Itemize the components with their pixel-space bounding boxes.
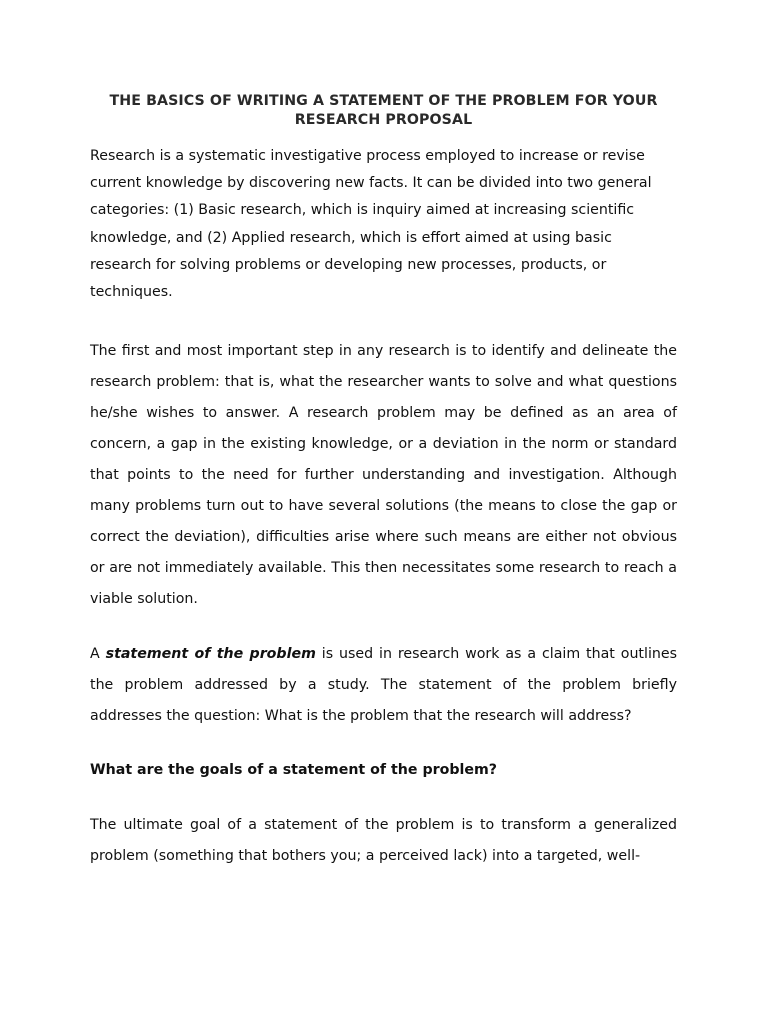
document-title: THE BASICS OF WRITING A STATEMENT OF THE PROBLEM FOR YOUR RESEARCH PROPOSAL — [109, 93, 658, 128]
paragraph-statement-of-problem — [90, 639, 677, 732]
paragraph-research-definition: Research is a systematic investigative process employed to increase or revise current knowledge by discovering new facts. It can be divided into two general categories: (1) Basic research, which is inquiry aimed at increasing scientific knowledge, and (2) Applied research, which is effort aimed at using basic research for solving problems or developing new processes, products, or techniques. — [90, 148, 652, 301]
paragraph-rest: is used in research work as a claim that outlines the problem addressed by a study. The statement of the problem briefly addresses the question: What is the problem that the research will address? — [90, 646, 677, 725]
document-page — [90, 92, 677, 896]
paragraph-goal: The ultimate goal of a statement of the problem is to transform a generalized problem (something that bothers you; a perceived lack) into a targeted, well- — [90, 817, 677, 865]
paragraph-research-problem: The first and most important step in any research is to identify and delineate the research problem: that is, what the researcher wants to solve and what questions he/she wishes to answer. A research problem may be defined as an area of concern, a gap in the existing knowledge, or a deviation in the norm or standard that points to the need for further understanding and investigation. Although many problems turn out to have several solutions (the means to close the gap or correct the deviation), difficulties arise where such means are either not obvious or are not immediately available. This then necessitates some research to reach a viable solution. — [90, 343, 677, 608]
section-heading: What are the goals of a statement of the problem? — [90, 762, 498, 779]
emphasized-term: statement of the problem — [105, 646, 316, 663]
paragraph-prefix: A — [90, 646, 100, 663]
